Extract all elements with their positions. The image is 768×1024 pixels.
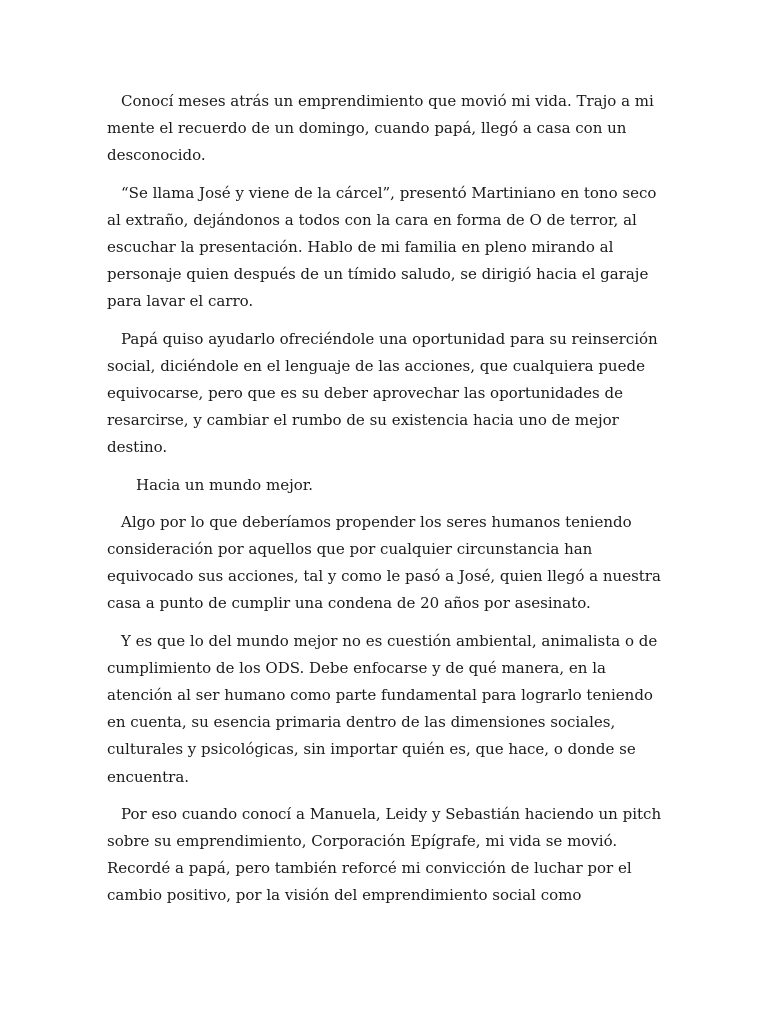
paragraph-2: “Se llama José y viene de la cárcel”, presentó Martiniano en tono seco al extraño, dejándonos a todos con la cara en forma de O de terror, al escuchar la presentación. Hablo de mi familia en pleno mirando al personaje quien después de un tímido saludo, se dirigió hacia el garaje para lavar el carro. — [107, 183, 657, 311]
paragraph-4: Hacia un mundo mejor. — [136, 475, 314, 494]
paragraph-6: Y es que lo del mundo mejor no es cuestión ambiental, animalista o de cumplimiento de los ODS. Debe enfocarse y de qué manera, en la atención al ser humano como parte fundamental para lograrlo teniendo en cuenta, su esencia primaria dentro de las dimensiones sociales, culturales y psicológicas, sin importar quién es, que hace, o donde se encuentra. — [107, 631, 658, 786]
document-body — [107, 88, 667, 920]
paragraph-7: Por eso cuando conocí a Manuela, Leidy y Sebastián haciendo un pitch sobre su emprendimiento, Corporación Epígrafe, mi vida se movió. Recordé a papá, pero también reforcé mi convicción de luchar por el cambio positivo, por la visión del emprendimiento social como — [107, 804, 662, 905]
paragraph-5: Algo por lo que deberíamos propender los seres humanos teniendo consideración por aquellos que por cualquier circunstancia han equivocado sus acciones, tal y como le pasó a José, quien llegó a nuestra casa a punto de cumplir una condena de 20 años por asesinato. — [107, 512, 661, 613]
paragraph-1: Conocí meses atrás un emprendimiento que movió mi vida. Trajo a mi mente el recuerdo de un domingo, cuando papá, llegó a casa con un desconocido. — [107, 92, 654, 165]
paragraph-3: Papá quiso ayudarlo ofreciéndole una oportunidad para su reinserción social, diciéndole en el lenguaje de las acciones, que cualquiera puede equivocarse, pero que es su deber aprovechar las oportunidades de resarcirse, y cambiar el rumbo de su existencia hacia uno de mejor destino. — [107, 329, 658, 457]
